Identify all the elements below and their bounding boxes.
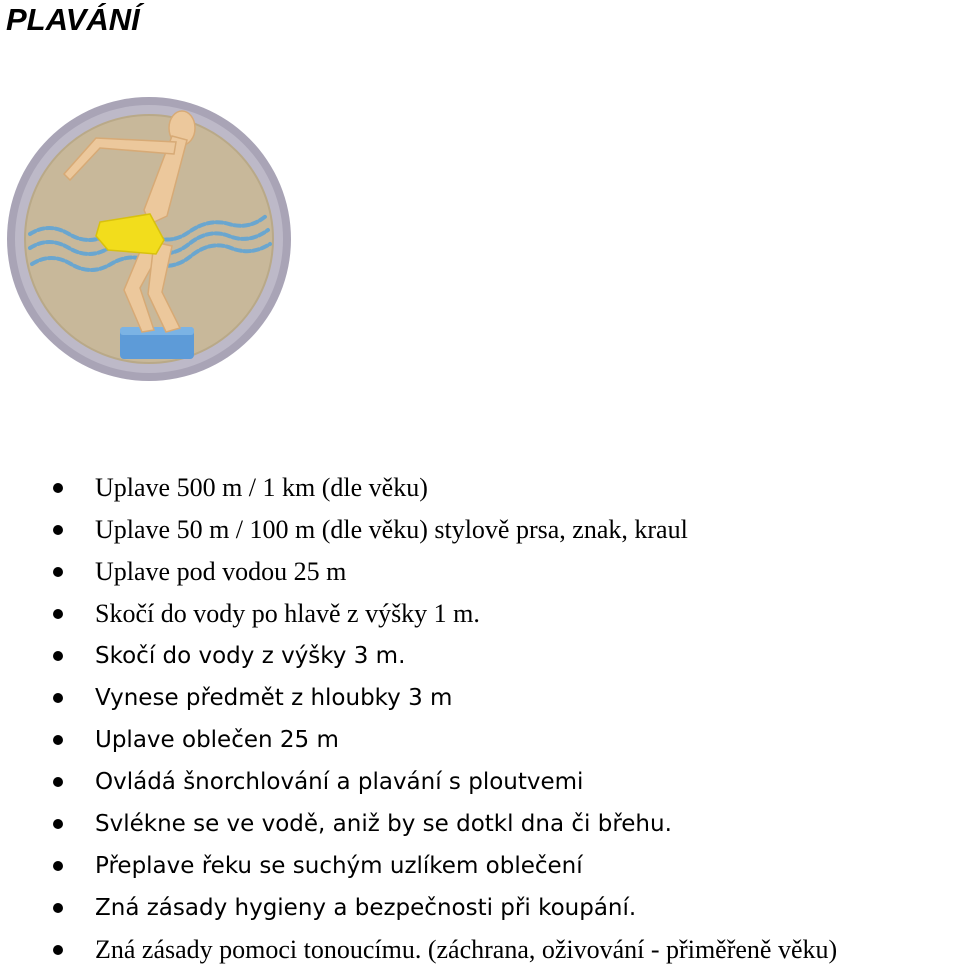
page-title: PLAVÁNÍ xyxy=(6,2,140,37)
bullet-icon xyxy=(53,903,63,913)
swimmer-diving-badge-icon xyxy=(4,94,294,384)
requirement-text: Zná zásady hygieny a bezpečnosti při koupání. xyxy=(95,895,637,921)
requirement-text: Ovládá šnorchlování a plavání s ploutvemi xyxy=(95,769,584,795)
bullet-icon xyxy=(53,525,63,535)
requirement-text: Vynese předmět z hloubky 3 m xyxy=(95,685,453,711)
requirement-text: Svlékne se ve vodě, aniž by se dotkl dna či břehu. xyxy=(95,811,672,837)
bullet-icon xyxy=(53,651,63,661)
bullet-icon xyxy=(53,609,63,619)
bullet-icon xyxy=(53,861,63,871)
bullet-icon xyxy=(53,819,63,829)
requirement-text: Uplave 50 m / 100 m (dle věku) stylově prsa, znak, kraul xyxy=(95,515,688,544)
bullet-icon xyxy=(53,777,63,787)
requirement-text: Skočí do vody po hlavě z výšky 1 m. xyxy=(95,599,480,628)
requirement-text: Přeplave řeku se suchým uzlíkem oblečení xyxy=(95,853,583,879)
requirement-text: Zná zásady pomoci tonoucímu. (záchrana, oživování - přiměřeně věku) xyxy=(95,935,838,964)
bullet-icon xyxy=(53,735,63,745)
requirement-text: Uplave oblečen 25 m xyxy=(95,727,339,753)
requirement-text: Skočí do vody z výšky 3 m. xyxy=(95,643,406,669)
bullet-icon xyxy=(53,693,63,703)
bullet-icon xyxy=(53,567,63,577)
bullet-icon xyxy=(53,483,63,493)
swimming-badge xyxy=(4,94,294,384)
requirement-text: Uplave 500 m / 1 km (dle věku) xyxy=(95,473,428,502)
requirement-text: Uplave pod vodou 25 m xyxy=(95,557,347,586)
starting-block xyxy=(120,327,194,359)
bullet-icon xyxy=(53,945,63,955)
